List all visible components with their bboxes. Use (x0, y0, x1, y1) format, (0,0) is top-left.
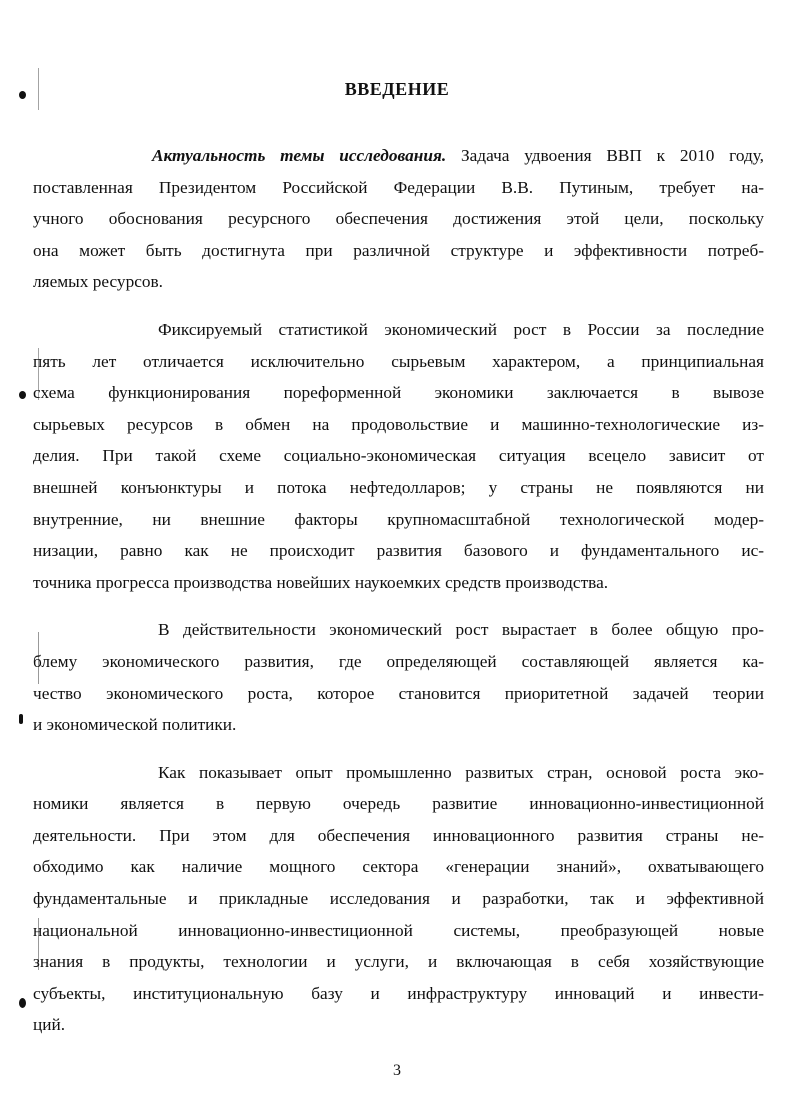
lead-heading: Актуальность темы исследования. (152, 146, 447, 165)
scan-artifact-dot (19, 391, 26, 399)
text-line: ляемых ресурсов. (33, 272, 164, 292)
paragraph (33, 314, 764, 598)
text-line: точника прогресса производства новейших наукоемких средств производства. (33, 572, 609, 592)
text-line: схема функционирования пореформенной экономики заключается в вывозе (33, 383, 764, 403)
scan-artifact-dot (19, 998, 26, 1008)
text-line: внешней конъюнктуры и потока нефтедолларов; у страны не появляются ни (33, 477, 764, 497)
text-line: низации, равно как не происходит развития базового и фундаментального ис- (33, 541, 764, 561)
text-line: блему экономического развития, где определяющей составляющей является ка- (33, 651, 764, 671)
text-line: Фиксируемый статистикой экономический рост в России за последние (158, 319, 764, 339)
text-line: субъекты, институциональную базу и инфраструктуру инноваций и инвести- (33, 983, 764, 1003)
paragraph (33, 614, 764, 740)
text-line: делия. При такой схеме социально-экономическая ситуация всецело зависит от (33, 446, 764, 466)
text-line: ций. (33, 1015, 66, 1035)
page-number: 3 (393, 1062, 401, 1079)
text-line: номики является в первую очередь развитие инновационно-инвестиционной (33, 794, 764, 814)
text-line: внутренние, ни внешние факторы крупномасштабной технологической модер- (33, 509, 764, 529)
text-line (152, 140, 764, 172)
scan-artifact-dot (19, 714, 23, 724)
text-line: знания в продукты, технологии и услуги, и включающая в себя хозяйствующие (33, 952, 764, 972)
text-fragment: Задача удвоения ВВП к 2010 году, (446, 146, 764, 165)
text-line: поставленная Президентом Российской Федерации В.В. Путиным, требует на- (33, 177, 764, 197)
text-line: национальной инновационно-инвестиционной системы, преобразующей новые (33, 920, 764, 940)
text-line: чество экономического роста, которое становится приоритетной задачей теории (33, 683, 764, 703)
paragraph (33, 757, 764, 1041)
text-line: сырьевых ресурсов в обмен на продовольствие и машинно-технологические из- (33, 414, 764, 434)
text-line: деятельности. При этом для обеспечения инновационного развития страны не- (33, 825, 764, 845)
text-line: учного обоснования ресурсного обеспечения достижения этой цели, поскольку (33, 209, 764, 229)
text-line: она может быть достигнута при различной структуре и эффективности потреб- (33, 240, 764, 260)
text-line: обходимо как наличие мощного сектора «генерации знаний», охватывающего (33, 857, 764, 877)
text-line: Как показывает опыт промышленно развитых стран, основой роста эко- (158, 762, 764, 782)
text-line: фундаментальные и прикладные исследования и разработки, так и эффективной (33, 889, 764, 909)
text-line: пять лет отличается исключительно сырьевым характером, а принципиальная (33, 351, 764, 371)
body-text (33, 140, 764, 1041)
paragraph (33, 140, 764, 298)
text-line: и экономической политики. (33, 715, 237, 735)
text-line: В действительности экономический рост вырастает в более общую про- (158, 620, 764, 640)
page-title: ВВЕДЕНИЕ (344, 79, 450, 99)
